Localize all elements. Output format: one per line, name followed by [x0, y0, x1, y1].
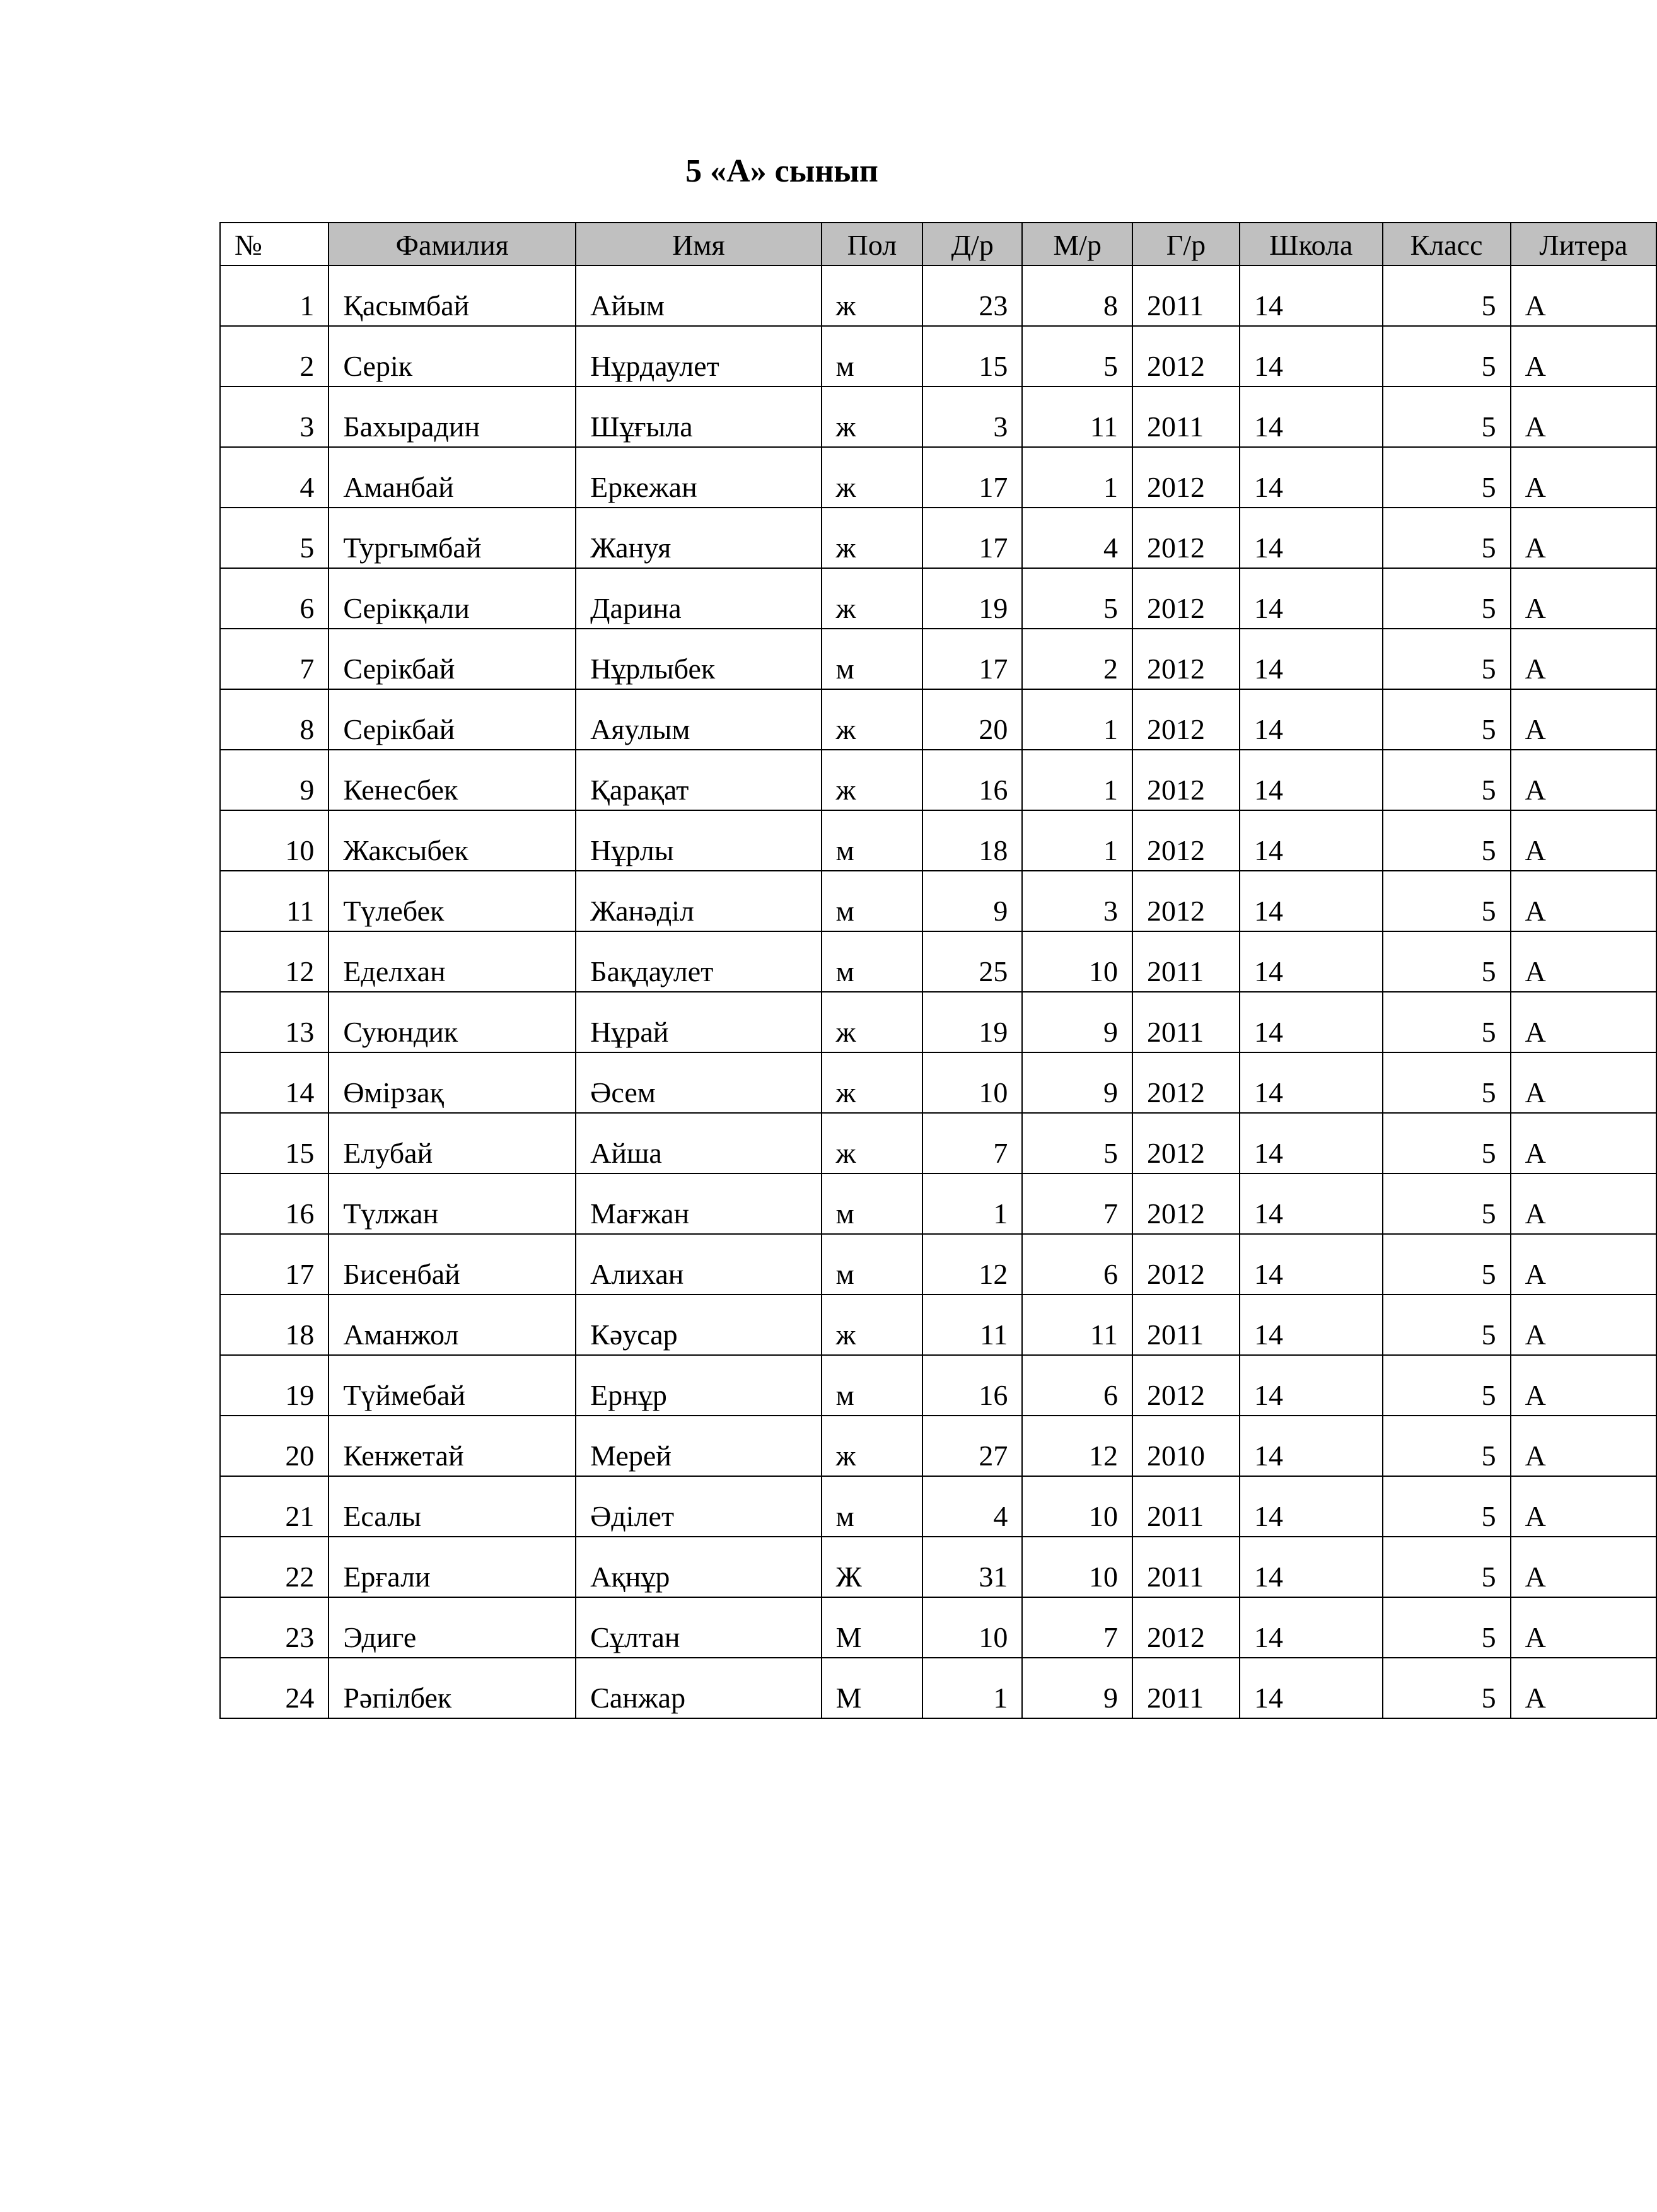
- cell-surname: Жаксыбек: [328, 810, 576, 871]
- table-row: [220, 447, 1656, 508]
- cell-birth-year: 2012: [1132, 1173, 1240, 1234]
- cell-number: 8: [220, 689, 328, 750]
- table-row: [220, 931, 1656, 992]
- cell-number: 17: [220, 1234, 328, 1295]
- cell-class: 5: [1383, 689, 1511, 750]
- cell-letter: А: [1511, 1052, 1656, 1113]
- table-row: [220, 871, 1656, 931]
- table-header-row: [220, 223, 1656, 265]
- header-gender: Пол: [822, 223, 923, 265]
- table-body: [220, 265, 1656, 1718]
- cell-class: 5: [1383, 992, 1511, 1052]
- cell-birth-day: 7: [922, 1113, 1022, 1173]
- header-name: Имя: [576, 223, 822, 265]
- cell-first-name: Шұғыла: [576, 387, 822, 447]
- cell-letter: А: [1511, 1113, 1656, 1173]
- cell-gender: м: [822, 326, 923, 387]
- cell-number: 12: [220, 931, 328, 992]
- cell-number: 19: [220, 1355, 328, 1416]
- cell-birth-year: 2012: [1132, 750, 1240, 810]
- cell-school: 14: [1240, 1052, 1383, 1113]
- cell-number: 14: [220, 1052, 328, 1113]
- cell-birth-month: 12: [1022, 1416, 1132, 1476]
- cell-surname: Тургымбай: [328, 508, 576, 568]
- table-row: [220, 629, 1656, 689]
- cell-class: 5: [1383, 568, 1511, 629]
- cell-surname: Қасымбай: [328, 265, 576, 326]
- cell-birth-day: 12: [922, 1234, 1022, 1295]
- cell-class: 5: [1383, 1295, 1511, 1355]
- table-row: [220, 326, 1656, 387]
- cell-number: 5: [220, 508, 328, 568]
- cell-gender: ж: [822, 750, 923, 810]
- cell-number: 13: [220, 992, 328, 1052]
- table-row: [220, 265, 1656, 326]
- table-row: [220, 508, 1656, 568]
- cell-school: 14: [1240, 1476, 1383, 1537]
- cell-birth-day: 3: [922, 387, 1022, 447]
- cell-class: 5: [1383, 1476, 1511, 1537]
- cell-gender: ж: [822, 992, 923, 1052]
- cell-birth-month: 1: [1022, 810, 1132, 871]
- cell-school: 14: [1240, 1537, 1383, 1597]
- cell-surname: Бахырадин: [328, 387, 576, 447]
- cell-class: 5: [1383, 1597, 1511, 1658]
- cell-birth-day: 23: [922, 265, 1022, 326]
- cell-school: 14: [1240, 1234, 1383, 1295]
- cell-birth-year: 2012: [1132, 1052, 1240, 1113]
- cell-gender: м: [822, 931, 923, 992]
- cell-birth-month: 11: [1022, 1295, 1132, 1355]
- cell-class: 5: [1383, 1355, 1511, 1416]
- cell-letter: А: [1511, 1234, 1656, 1295]
- cell-birth-day: 17: [922, 508, 1022, 568]
- cell-class: 5: [1383, 1537, 1511, 1597]
- cell-letter: А: [1511, 1355, 1656, 1416]
- cell-birth-month: 5: [1022, 1113, 1132, 1173]
- cell-school: 14: [1240, 992, 1383, 1052]
- cell-birth-year: 2011: [1132, 1537, 1240, 1597]
- cell-gender: Ж: [822, 1537, 923, 1597]
- cell-birth-year: 2012: [1132, 810, 1240, 871]
- cell-number: 23: [220, 1597, 328, 1658]
- cell-number: 2: [220, 326, 328, 387]
- table-row: [220, 1658, 1656, 1718]
- cell-birth-day: 1: [922, 1658, 1022, 1718]
- cell-school: 14: [1240, 750, 1383, 810]
- cell-surname: Өмірзақ: [328, 1052, 576, 1113]
- cell-gender: ж: [822, 1416, 923, 1476]
- cell-birth-year: 2012: [1132, 1355, 1240, 1416]
- cell-birth-year: 2011: [1132, 1658, 1240, 1718]
- cell-surname: Эдиге: [328, 1597, 576, 1658]
- cell-class: 5: [1383, 1052, 1511, 1113]
- cell-first-name: Мерей: [576, 1416, 822, 1476]
- cell-birth-month: 2: [1022, 629, 1132, 689]
- cell-school: 14: [1240, 810, 1383, 871]
- cell-birth-day: 20: [922, 689, 1022, 750]
- cell-birth-month: 5: [1022, 568, 1132, 629]
- cell-first-name: Ақнұр: [576, 1537, 822, 1597]
- cell-gender: ж: [822, 508, 923, 568]
- table-row: [220, 1355, 1656, 1416]
- cell-birth-month: 10: [1022, 1537, 1132, 1597]
- cell-birth-year: 2012: [1132, 1113, 1240, 1173]
- cell-first-name: Бақдаулет: [576, 931, 822, 992]
- cell-first-name: Айым: [576, 265, 822, 326]
- cell-birth-year: 2012: [1132, 689, 1240, 750]
- cell-class: 5: [1383, 750, 1511, 810]
- cell-gender: ж: [822, 1113, 923, 1173]
- cell-letter: А: [1511, 265, 1656, 326]
- cell-first-name: Қарақат: [576, 750, 822, 810]
- cell-letter: А: [1511, 508, 1656, 568]
- cell-school: 14: [1240, 387, 1383, 447]
- cell-class: 5: [1383, 1173, 1511, 1234]
- table-row: [220, 1234, 1656, 1295]
- cell-number: 16: [220, 1173, 328, 1234]
- table-row: [220, 1416, 1656, 1476]
- cell-birth-year: 2012: [1132, 326, 1240, 387]
- cell-birth-year: 2011: [1132, 992, 1240, 1052]
- cell-letter: А: [1511, 689, 1656, 750]
- cell-gender: М: [822, 1658, 923, 1718]
- header-letter: Литера: [1511, 223, 1656, 265]
- cell-letter: А: [1511, 326, 1656, 387]
- table-row: [220, 1597, 1656, 1658]
- cell-surname: Елубай: [328, 1113, 576, 1173]
- cell-letter: А: [1511, 1537, 1656, 1597]
- cell-birth-day: 4: [922, 1476, 1022, 1537]
- table-row: [220, 1052, 1656, 1113]
- cell-letter: А: [1511, 447, 1656, 508]
- header-birth-day: Д/р: [922, 223, 1022, 265]
- cell-letter: А: [1511, 810, 1656, 871]
- cell-birth-year: 2012: [1132, 1597, 1240, 1658]
- cell-school: 14: [1240, 1416, 1383, 1476]
- cell-birth-day: 15: [922, 326, 1022, 387]
- cell-gender: м: [822, 810, 923, 871]
- cell-surname: Түймебай: [328, 1355, 576, 1416]
- table-row: [220, 1173, 1656, 1234]
- cell-surname: Аманбай: [328, 447, 576, 508]
- cell-birth-month: 5: [1022, 326, 1132, 387]
- cell-birth-day: 27: [922, 1416, 1022, 1476]
- cell-number: 10: [220, 810, 328, 871]
- cell-birth-day: 19: [922, 992, 1022, 1052]
- cell-number: 11: [220, 871, 328, 931]
- header-birth-year: Г/р: [1132, 223, 1240, 265]
- cell-birth-year: 2010: [1132, 1416, 1240, 1476]
- table-row: [220, 810, 1656, 871]
- cell-surname: Ерғали: [328, 1537, 576, 1597]
- cell-school: 14: [1240, 1597, 1383, 1658]
- cell-birth-year: 2012: [1132, 508, 1240, 568]
- cell-first-name: Нұрдаулет: [576, 326, 822, 387]
- cell-number: 15: [220, 1113, 328, 1173]
- cell-birth-month: 7: [1022, 1597, 1132, 1658]
- table-row: [220, 1113, 1656, 1173]
- header-school: Школа: [1240, 223, 1383, 265]
- cell-gender: ж: [822, 265, 923, 326]
- cell-letter: А: [1511, 992, 1656, 1052]
- cell-surname: Еделхан: [328, 931, 576, 992]
- cell-school: 14: [1240, 265, 1383, 326]
- cell-number: 6: [220, 568, 328, 629]
- cell-letter: А: [1511, 1597, 1656, 1658]
- cell-number: 24: [220, 1658, 328, 1718]
- cell-birth-month: 8: [1022, 265, 1132, 326]
- cell-class: 5: [1383, 447, 1511, 508]
- cell-gender: ж: [822, 1295, 923, 1355]
- cell-birth-month: 10: [1022, 931, 1132, 992]
- cell-school: 14: [1240, 1355, 1383, 1416]
- cell-class: 5: [1383, 265, 1511, 326]
- cell-letter: А: [1511, 1658, 1656, 1718]
- cell-school: 14: [1240, 1295, 1383, 1355]
- cell-birth-year: 2011: [1132, 1476, 1240, 1537]
- cell-gender: ж: [822, 387, 923, 447]
- cell-gender: м: [822, 1234, 923, 1295]
- cell-birth-month: 4: [1022, 508, 1132, 568]
- cell-first-name: Айша: [576, 1113, 822, 1173]
- cell-surname: Серікқали: [328, 568, 576, 629]
- header-number: №: [220, 223, 328, 265]
- cell-birth-month: 1: [1022, 750, 1132, 810]
- cell-school: 14: [1240, 629, 1383, 689]
- cell-letter: А: [1511, 1416, 1656, 1476]
- cell-gender: м: [822, 871, 923, 931]
- student-table: [219, 222, 1657, 1719]
- cell-surname: Есалы: [328, 1476, 576, 1537]
- cell-class: 5: [1383, 1234, 1511, 1295]
- table-row: [220, 1476, 1656, 1537]
- cell-first-name: Дарина: [576, 568, 822, 629]
- cell-first-name: Нұрай: [576, 992, 822, 1052]
- cell-first-name: Аяулым: [576, 689, 822, 750]
- cell-surname: Аманжол: [328, 1295, 576, 1355]
- cell-first-name: Жанәділ: [576, 871, 822, 931]
- cell-birth-month: 9: [1022, 1658, 1132, 1718]
- cell-gender: ж: [822, 1052, 923, 1113]
- header-surname: Фамилия: [328, 223, 576, 265]
- cell-birth-day: 17: [922, 447, 1022, 508]
- cell-surname: Серік: [328, 326, 576, 387]
- cell-school: 14: [1240, 568, 1383, 629]
- cell-number: 7: [220, 629, 328, 689]
- cell-birth-year: 2011: [1132, 1295, 1240, 1355]
- table-row: [220, 387, 1656, 447]
- cell-number: 3: [220, 387, 328, 447]
- cell-school: 14: [1240, 447, 1383, 508]
- cell-birth-year: 2012: [1132, 568, 1240, 629]
- cell-birth-month: 10: [1022, 1476, 1132, 1537]
- cell-number: 21: [220, 1476, 328, 1537]
- cell-surname: Кенжетай: [328, 1416, 576, 1476]
- cell-first-name: Алихан: [576, 1234, 822, 1295]
- cell-birth-day: 10: [922, 1597, 1022, 1658]
- cell-first-name: Ернұр: [576, 1355, 822, 1416]
- cell-first-name: Мағжан: [576, 1173, 822, 1234]
- cell-school: 14: [1240, 931, 1383, 992]
- cell-class: 5: [1383, 931, 1511, 992]
- cell-surname: Түлебек: [328, 871, 576, 931]
- cell-letter: А: [1511, 1173, 1656, 1234]
- cell-surname: Серікбай: [328, 629, 576, 689]
- cell-birth-day: 18: [922, 810, 1022, 871]
- cell-first-name: Сұлтан: [576, 1597, 822, 1658]
- cell-birth-year: 2011: [1132, 387, 1240, 447]
- cell-birth-day: 9: [922, 871, 1022, 931]
- cell-class: 5: [1383, 1658, 1511, 1718]
- cell-birth-year: 2012: [1132, 871, 1240, 931]
- cell-birth-day: 16: [922, 750, 1022, 810]
- cell-surname: Түлжан: [328, 1173, 576, 1234]
- cell-class: 5: [1383, 387, 1511, 447]
- cell-birth-day: 25: [922, 931, 1022, 992]
- cell-letter: А: [1511, 1476, 1656, 1537]
- cell-class: 5: [1383, 810, 1511, 871]
- header-class: Класс: [1383, 223, 1511, 265]
- cell-birth-day: 16: [922, 1355, 1022, 1416]
- cell-birth-year: 2012: [1132, 1234, 1240, 1295]
- cell-birth-month: 3: [1022, 871, 1132, 931]
- cell-birth-month: 6: [1022, 1355, 1132, 1416]
- cell-gender: ж: [822, 568, 923, 629]
- cell-gender: М: [822, 1597, 923, 1658]
- cell-birth-month: 9: [1022, 992, 1132, 1052]
- cell-birth-year: 2011: [1132, 931, 1240, 992]
- cell-number: 22: [220, 1537, 328, 1597]
- cell-first-name: Әділет: [576, 1476, 822, 1537]
- cell-first-name: Нұрлыбек: [576, 629, 822, 689]
- cell-school: 14: [1240, 689, 1383, 750]
- table-row: [220, 1537, 1656, 1597]
- cell-class: 5: [1383, 871, 1511, 931]
- cell-first-name: Жануя: [576, 508, 822, 568]
- cell-birth-day: 17: [922, 629, 1022, 689]
- cell-letter: А: [1511, 871, 1656, 931]
- cell-gender: м: [822, 1355, 923, 1416]
- cell-birth-year: 2011: [1132, 265, 1240, 326]
- cell-letter: А: [1511, 1295, 1656, 1355]
- cell-school: 14: [1240, 1173, 1383, 1234]
- cell-class: 5: [1383, 1416, 1511, 1476]
- cell-school: 14: [1240, 1658, 1383, 1718]
- cell-first-name: Санжар: [576, 1658, 822, 1718]
- cell-first-name: Кәусар: [576, 1295, 822, 1355]
- cell-first-name: Еркежан: [576, 447, 822, 508]
- cell-letter: А: [1511, 568, 1656, 629]
- cell-letter: А: [1511, 750, 1656, 810]
- cell-class: 5: [1383, 1113, 1511, 1173]
- cell-birth-day: 10: [922, 1052, 1022, 1113]
- cell-birth-day: 11: [922, 1295, 1022, 1355]
- cell-gender: ж: [822, 447, 923, 508]
- table-row: [220, 750, 1656, 810]
- cell-first-name: Нұрлы: [576, 810, 822, 871]
- cell-surname: Серікбай: [328, 689, 576, 750]
- table-row: [220, 568, 1656, 629]
- cell-birth-month: 9: [1022, 1052, 1132, 1113]
- table-row: [220, 1295, 1656, 1355]
- cell-school: 14: [1240, 871, 1383, 931]
- cell-letter: А: [1511, 931, 1656, 992]
- cell-class: 5: [1383, 508, 1511, 568]
- cell-birth-month: 1: [1022, 447, 1132, 508]
- cell-letter: А: [1511, 629, 1656, 689]
- cell-birth-month: 6: [1022, 1234, 1132, 1295]
- cell-birth-month: 11: [1022, 387, 1132, 447]
- cell-first-name: Әсем: [576, 1052, 822, 1113]
- table-row: [220, 689, 1656, 750]
- cell-number: 18: [220, 1295, 328, 1355]
- cell-letter: А: [1511, 387, 1656, 447]
- cell-number: 1: [220, 265, 328, 326]
- cell-surname: Бисенбай: [328, 1234, 576, 1295]
- table-row: [220, 992, 1656, 1052]
- cell-surname: Суюндик: [328, 992, 576, 1052]
- cell-number: 4: [220, 447, 328, 508]
- cell-birth-month: 1: [1022, 689, 1132, 750]
- cell-class: 5: [1383, 326, 1511, 387]
- header-birth-month: М/р: [1022, 223, 1132, 265]
- cell-school: 14: [1240, 326, 1383, 387]
- cell-gender: м: [822, 1173, 923, 1234]
- page-title: 5 «А» сынып: [685, 153, 878, 189]
- cell-gender: ж: [822, 689, 923, 750]
- cell-birth-day: 19: [922, 568, 1022, 629]
- cell-gender: м: [822, 1476, 923, 1537]
- cell-gender: м: [822, 629, 923, 689]
- cell-birth-year: 2012: [1132, 447, 1240, 508]
- cell-surname: Кенесбек: [328, 750, 576, 810]
- cell-school: 14: [1240, 1113, 1383, 1173]
- cell-class: 5: [1383, 629, 1511, 689]
- cell-birth-day: 1: [922, 1173, 1022, 1234]
- cell-birth-year: 2012: [1132, 629, 1240, 689]
- cell-birth-day: 31: [922, 1537, 1022, 1597]
- cell-school: 14: [1240, 508, 1383, 568]
- cell-number: 9: [220, 750, 328, 810]
- cell-number: 20: [220, 1416, 328, 1476]
- cell-surname: Рәпілбек: [328, 1658, 576, 1718]
- cell-birth-month: 7: [1022, 1173, 1132, 1234]
